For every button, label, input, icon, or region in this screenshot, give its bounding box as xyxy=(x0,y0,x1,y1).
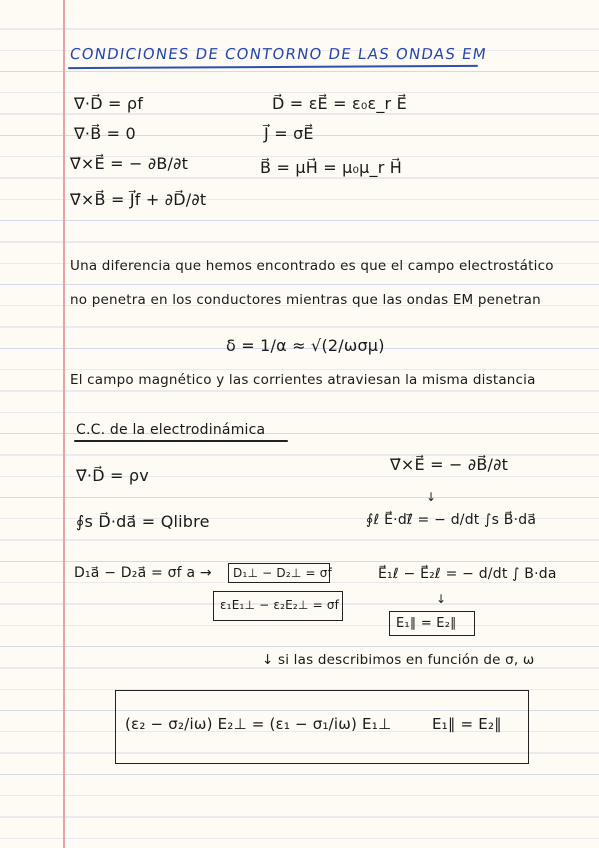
section-heading-underline xyxy=(74,440,288,442)
down-arrow-icon: ↓ xyxy=(436,592,447,606)
section-integral-e: ∮ℓ E⃗·dℓ⃗ = − d/dt ∫s B⃗·da⃗ xyxy=(366,512,537,528)
maxwell-div-b: ∇·B⃗ = 0 xyxy=(74,124,136,143)
paragraph-line-3: El campo magnético y las corrientes atraviesan la misma distancia xyxy=(70,372,536,388)
maxwell-div-d: ∇·D⃗ = ρf xyxy=(74,94,144,113)
section-heading: C.C. de la electrodinámica xyxy=(76,422,266,438)
section-integral-d: ∮s D⃗·da⃗ = Qlibre xyxy=(76,512,210,531)
maxwell-curl-e: ∇⃗×E⃗ = − ∂B/∂t xyxy=(70,154,189,173)
margin-line xyxy=(63,0,65,848)
section-div-d: ∇⃗·D⃗ = ρv xyxy=(76,466,149,485)
boundary-e-normal-box xyxy=(213,591,343,621)
boundary-d-box xyxy=(228,563,333,583)
down-arrow-icon: ↓ xyxy=(426,490,437,504)
maxwell-curl-b: ∇⃗×B⃗ = J⃗f + ∂D⃗/∂t xyxy=(70,190,207,209)
skin-depth-formula: δ = 1/α ≈ √(2/ωσμ) xyxy=(226,336,385,355)
section-curl-e: ∇⃗×E⃗ = − ∂B⃗/∂t xyxy=(390,455,509,474)
frequency-note: ↓ si las describimos en función de σ, ω xyxy=(262,652,535,668)
final-result-box xyxy=(115,690,529,764)
boundary-d-box-text: D₁⊥ − D₂⊥ = σf xyxy=(233,566,333,580)
paragraph-line-2: no penetra en los conductores mientras que las ondas EM penetran xyxy=(70,292,541,308)
tangential-box xyxy=(389,611,475,636)
section-boundary-e: E⃗₁ℓ − E⃗₂ℓ = − d/dt ∫ B·da xyxy=(378,566,557,582)
paragraph-line-1: Una diferencia que hemos encontrado es que el campo electrostático xyxy=(70,258,554,274)
final-normal-condition: (ε₂ − σ₂/iω) E₂⊥ = (ε₁ − σ₁/iω) E₁⊥ xyxy=(125,715,392,733)
tangential-box-text: E₁∥ = E₂∥ xyxy=(396,616,457,631)
constitutive-j: J⃗ = σE⃗ xyxy=(264,124,314,143)
boundary-e-normal-box-text: ε₁E₁⊥ − ε₂E₂⊥ = σf xyxy=(220,598,340,612)
final-tangential-condition: E₁∥ = E₂∥ xyxy=(432,715,502,733)
section-boundary-d: D₁a⃗ − D₂a⃗ = σf a → xyxy=(74,565,212,581)
page-title: CONDICIONES DE CONTORNO DE LAS ONDAS EM xyxy=(68,45,489,63)
constitutive-d: D⃗ = εE⃗ = ε₀ε_r E⃗ xyxy=(272,94,407,113)
constitutive-b: B⃗ = μH⃗ = μ₀μ_r H⃗ xyxy=(260,158,403,177)
